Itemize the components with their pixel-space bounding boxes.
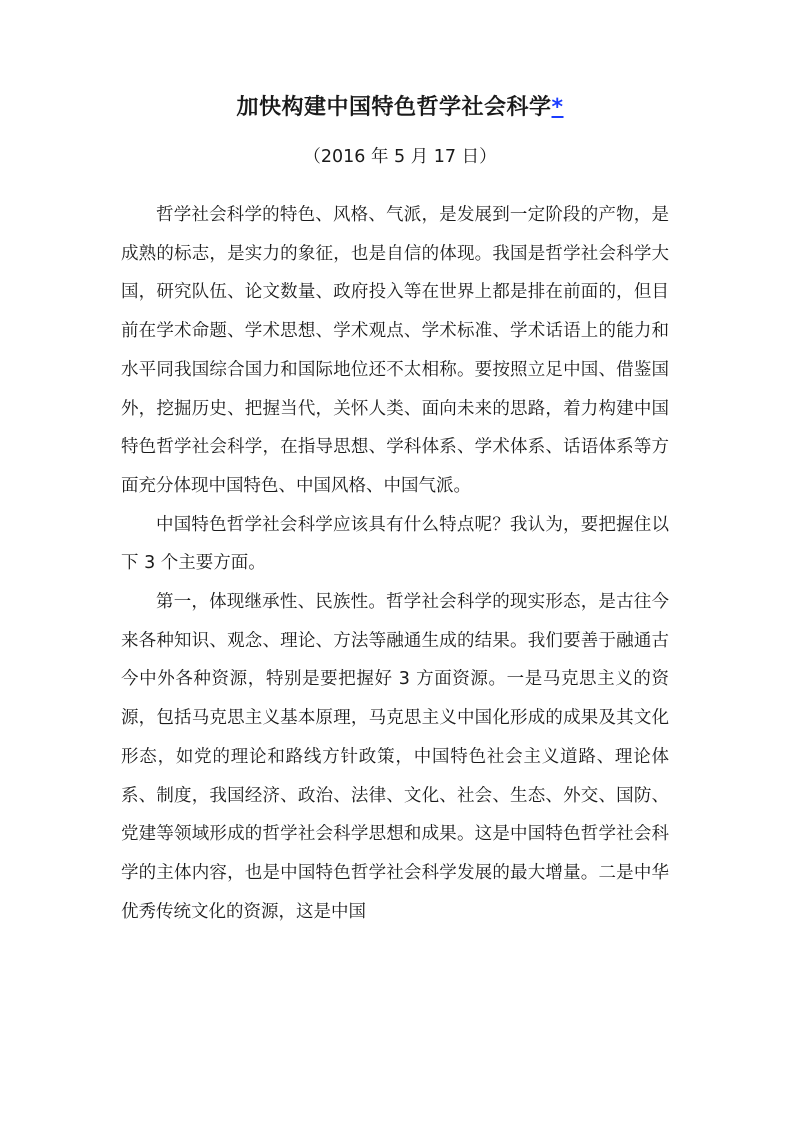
paragraph: 第一，体现继承性、民族性。哲学社会科学的现实形态，是古往今来各种知识、观念、理论、方法等融通生成的结果。我们要善于融通古今中外各种资源，特别是要把握好 3 方面资源。一是马克思主义的资源，包括马克思主义基本原理，马克思主义中国化形成的成果及其文化形态，如党的理论和路线方针政策，中国特色社会主义道路、理论体系、制度，我国经济、政治、法律、文化、社会、生态、外交、国防、党建等领域形成的哲学社会科学思想和成果。这是中国特色哲学社会科学的主体内容，也是中国特色哲学社会科学发展的最大增量。二是中华优秀传统文化的资源，这是中国 <box>121 592 669 922</box>
publication-date: （2016 年 5 月 17 日） <box>303 147 497 167</box>
paragraph: 哲学社会科学的特色、风格、气派，是发展到一定阶段的产物，是成熟的标志，是实力的象征，也是自信的体现。我国是哲学社会科学大国，研究队伍、论文数量、政府投入等在世界上都是排在前面的，但目前在学术命题、学术思想、学术观点、学术标准、学术话语上的能力和水平同我国综合国力和国际地位还不太相称。要按照立足中国、借鉴国外，挖掘历史、把握当代，关怀人类、面向未来的思路，着力构建中国特色哲学社会科学，在指导思想、学科体系、学术体系、话语体系等方面充分体现中国特色、中国风格、中国气派。 <box>121 205 669 496</box>
title-text: 加快构建中国特色哲学社会科学 <box>236 95 552 120</box>
paragraph: 中国特色哲学社会科学应该具有什么特点呢？我认为，要把握住以下 3 个主要方面。 <box>121 514 669 574</box>
page-title <box>0 92 800 124</box>
article-body <box>121 196 669 931</box>
footnote-link[interactable]: * <box>551 95 564 120</box>
